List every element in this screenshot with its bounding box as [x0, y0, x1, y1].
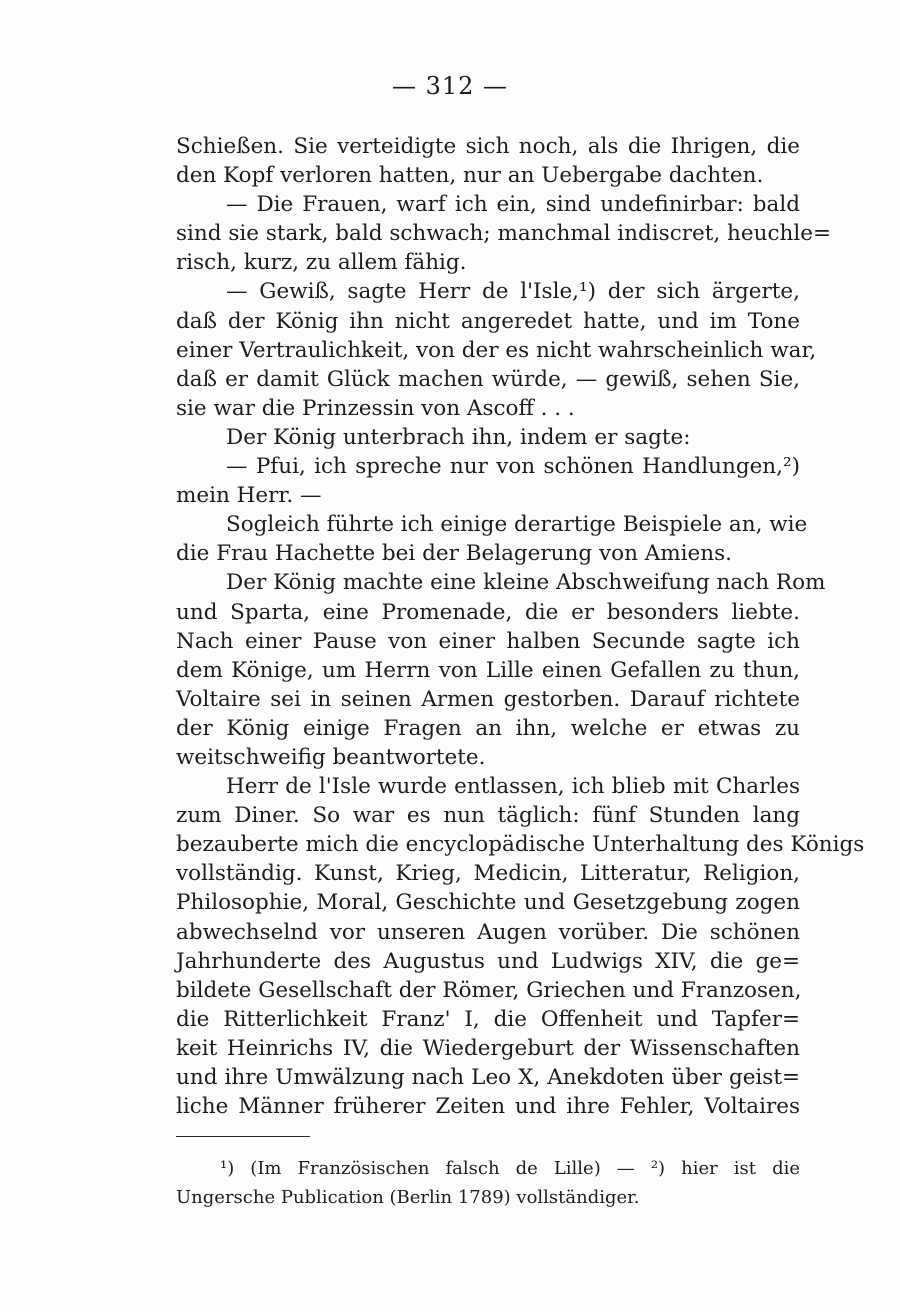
text-line: Voltaire sei in seinen Armen gestorben. Darauf richtete — [176, 686, 800, 712]
text-line: Jahrhunderte des Augustus und Ludwigs XIV, die ge= — [176, 948, 800, 974]
text-line: zum Diner. So war es nun täglich: fünf Stunden lang — [176, 803, 800, 829]
text-line: den Kopf verloren hatten, nur an Uebergabe dachten. — [176, 163, 764, 189]
text-line: sind sie stark, bald schwach; manchmal indiscret, heuchle= — [176, 221, 831, 247]
text-line: vollständig. Kunst, Krieg, Medicin, Litteratur, Religion, — [176, 861, 800, 887]
text-line: Philosophie, Moral, Geschichte und Gesetzgebung zogen — [176, 890, 800, 916]
text-line: der König einige Fragen an ihn, welche er etwas zu — [176, 715, 800, 741]
text-line: Sogleich führte ich einige derartige Beispiele an, wie — [226, 512, 808, 538]
body-text — [176, 132, 865, 1121]
text-line: mein Herr. — — [176, 483, 322, 509]
text-line: und ihre Umwälzung nach Leo X, Anekdoten über geist= — [176, 1065, 800, 1090]
text-line: liche Männer früherer Zeiten und ihre Fehler, Voltaires — [176, 1094, 800, 1120]
page-number: — 312 — — [391, 72, 509, 100]
text-line: einer Vertraulichkeit, von der es nicht wahrscheinlich war, — [176, 337, 817, 363]
text-line: Nach einer Pause von einer halben Secunde sagte ich — [176, 628, 800, 654]
footnote-line: Ungersche Publication (Berlin 1789) vollständiger. — [176, 1187, 640, 1208]
text-line: und Sparta, eine Promenade, die er besonders liebte. — [176, 599, 800, 625]
text-line: — Gewiß, sagte Herr de l'Isle,¹) der sich ärgerte, — [226, 279, 800, 305]
text-line: — Die Frauen, warf ich ein, sind undefinirbar: bald — [226, 192, 800, 218]
text-line: bildete Gesellschaft der Römer, Griechen und Franzosen, — [176, 977, 802, 1003]
footnote-divider — [176, 1136, 310, 1137]
text-line: Der König machte eine kleine Abschweifung nach Rom — [226, 570, 826, 596]
footnotes — [176, 1154, 800, 1212]
text-line: Der König unterbrach ihn, indem er sagte: — [226, 424, 691, 450]
text-line: bezauberte mich die encyclopädische Unterhaltung des Königs — [176, 832, 865, 858]
text-line: sie war die Prinzessin von Ascoff . . . — [176, 395, 575, 421]
text-line: dem Könige, um Herrn von Lille einen Gefallen zu thun, — [176, 657, 800, 683]
text-line: abwechselnd vor unseren Augen vorüber. Die schönen — [176, 919, 800, 945]
text-line: daß er damit Glück machen würde, — gewiß, sehen Sie, — [176, 366, 800, 392]
text-line: weitschweifig beantwortete. — [176, 744, 486, 770]
text-line: — Pfui, ich spreche nur von schönen Handlungen,²) — [226, 454, 800, 480]
footnote-line: ¹) (Im Französischen falsch de Lille) — ²) hier ist die — [220, 1158, 800, 1179]
text-line: die Frau Hachette bei der Belagerung von Amiens. — [176, 541, 732, 567]
text-line: keit Heinrichs IV, die Wiedergeburt der Wissenschaften — [176, 1035, 800, 1061]
text-line: Schießen. Sie verteidigte sich noch, als die Ihrigen, die — [176, 134, 800, 159]
text-line: risch, kurz, zu allem fähig. — [176, 250, 467, 276]
text-line: die Ritterlichkeit Franz' I, die Offenheit und Tapfer= — [176, 1006, 800, 1032]
text-line: Herr de l'Isle wurde entlassen, ich blieb mit Charles — [226, 774, 800, 800]
text-line: daß der König ihn nicht angeredet hatte, und im Tone — [176, 308, 800, 334]
